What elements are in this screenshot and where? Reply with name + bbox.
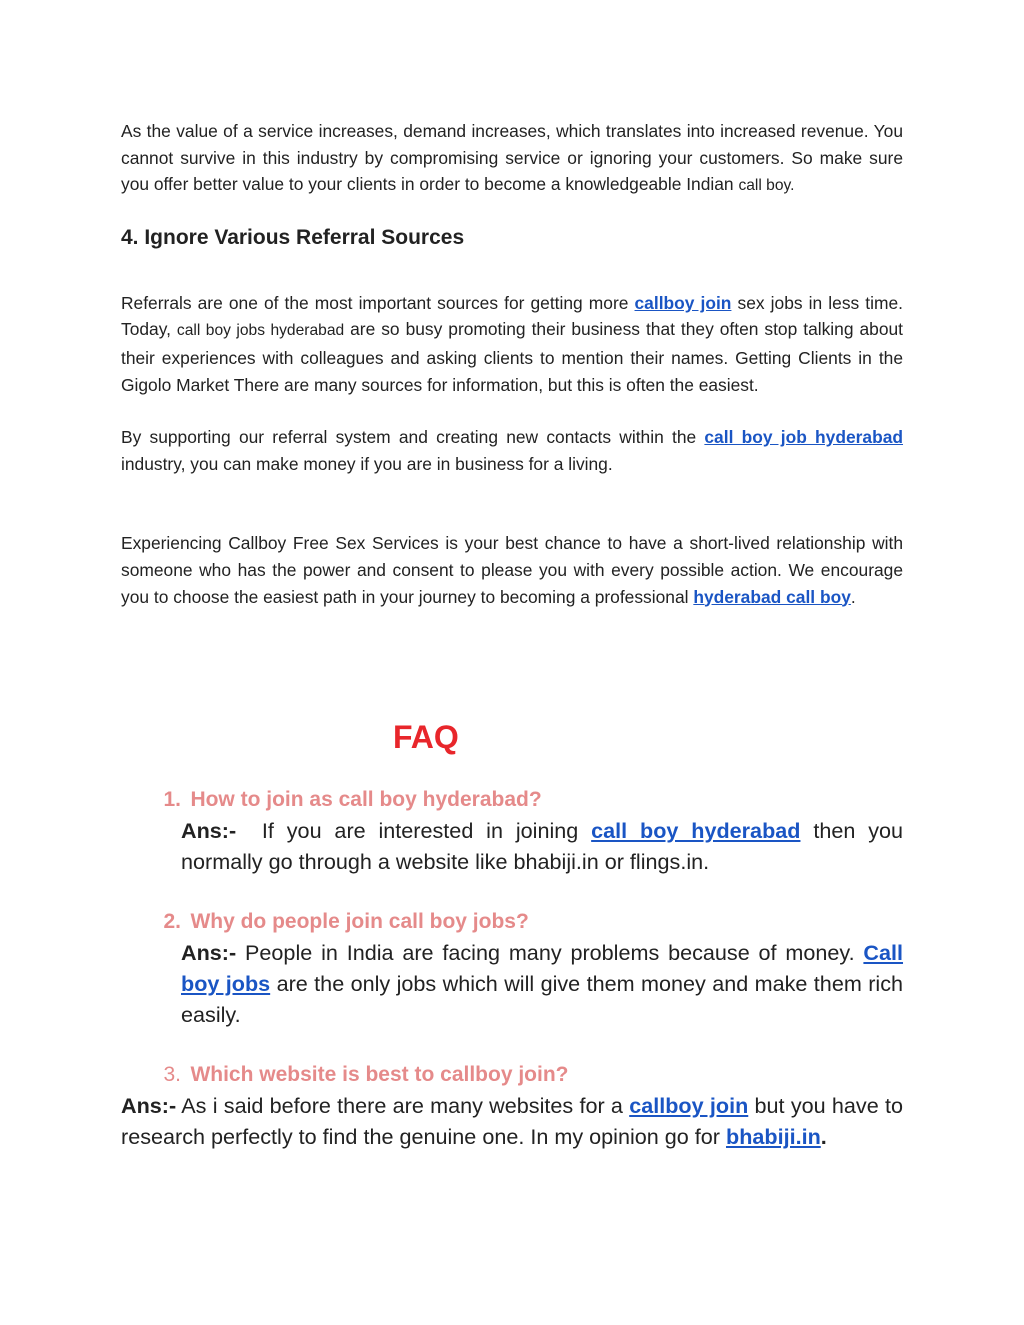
support-paragraph	[121, 424, 903, 477]
call-boy-hyderabad-link[interactable]: call boy hyderabad	[591, 818, 801, 843]
faq-answer-label: Ans:-	[181, 940, 237, 965]
faq-answer-text-b: then you normally go through a website like bhabiji.in or flings.in.	[181, 818, 904, 874]
faq-answer-label: Ans:-	[181, 818, 237, 843]
faq-question-number: 1.	[163, 788, 181, 811]
faq-question: How to join as call boy hyderabad?	[190, 788, 542, 811]
support-text-b: industry, you can make money if you are in business for a living.	[121, 453, 613, 474]
faq-answer-text-a: As i said before there are many websites for a	[181, 1093, 623, 1118]
faq-answer-text-b: but you have to research perfectly to find the genuine one. In my opinion go for	[121, 1093, 903, 1149]
faq-item-1	[121, 785, 903, 877]
section-heading: 4. Ignore Various Referral Sources	[121, 225, 465, 249]
intro-paragraph	[121, 118, 903, 200]
experience-paragraph	[121, 530, 903, 610]
referral-text-c: are so busy promoting their business that they often stop talking about their experiences with colleagues and asking clients to mention their names. Getting Clients in the Gigolo Market There are many sources for information, but this is often the easiest.	[121, 319, 903, 395]
faq-answer-text-a: If you are interested in joining	[261, 818, 579, 843]
referral-text-a: Referrals are one of the most important sources for getting more	[121, 292, 629, 313]
support-text-a: By supporting our referral system and creating new contacts within the	[121, 427, 697, 448]
experience-text-b: .	[850, 586, 856, 607]
faq-question-number: 3.	[163, 1063, 181, 1086]
hyderabad-call-boy-link[interactable]: hyderabad call boy	[693, 586, 851, 607]
callboy-join-link[interactable]: callboy join	[634, 292, 732, 313]
intro-text: As the value of a service increases, demand increases, which translates into increased revenue. You cannot survive in this industry by compromising service or ignoring your customers. So make sure you offer better value to your clients in order to become a knowledgeable Indian	[121, 121, 903, 195]
faq-answer-text-c: .	[820, 1124, 827, 1149]
faq-answer	[181, 815, 903, 877]
faq-answer-label: Ans:-	[121, 1093, 177, 1118]
referral-paragraph	[121, 290, 903, 398]
referral-text-small: call boy jobs hyderabad	[176, 322, 345, 340]
faq-item-2	[121, 907, 903, 1030]
faq-question: Which website is best to callboy join?	[190, 1063, 569, 1086]
intro-tail: call boy.	[738, 177, 795, 195]
faq-item-3	[121, 1060, 903, 1152]
bhabiji-link[interactable]: bhabiji.in	[726, 1124, 821, 1149]
callboy-join-link[interactable]: callboy join	[629, 1093, 749, 1118]
faq-list	[121, 785, 903, 1152]
faq-question-row	[121, 1060, 903, 1090]
faq-question-number: 2.	[163, 910, 181, 933]
call-boy-job-hyderabad-link[interactable]: call boy job hyderabad	[704, 427, 903, 448]
faq-question-row	[121, 785, 903, 815]
referral-text-b: sex jobs in less time. Today,	[121, 292, 903, 340]
faq-question-row	[121, 907, 903, 937]
faq-question: Why do people join call boy jobs?	[190, 910, 529, 933]
call-boy-jobs-link[interactable]: Call boy jobs	[181, 940, 904, 996]
document-body	[121, 118, 903, 610]
experience-text-a: Experiencing Callboy Free Sex Services is your best chance to have a short-lived relationship with someone who has the power and consent to please you with every possible action. We encourage you to choose the easiest path in your journey to becoming a professional	[121, 533, 903, 607]
faq-title: FAQ	[393, 719, 459, 755]
faq-answer-text-b: are the only jobs which will give them money and make them rich easily.	[181, 971, 903, 1027]
faq-answer	[181, 937, 903, 1030]
faq-answer	[121, 1090, 903, 1152]
faq-answer-text-a: People in India are facing many problems because of money.	[245, 940, 855, 965]
